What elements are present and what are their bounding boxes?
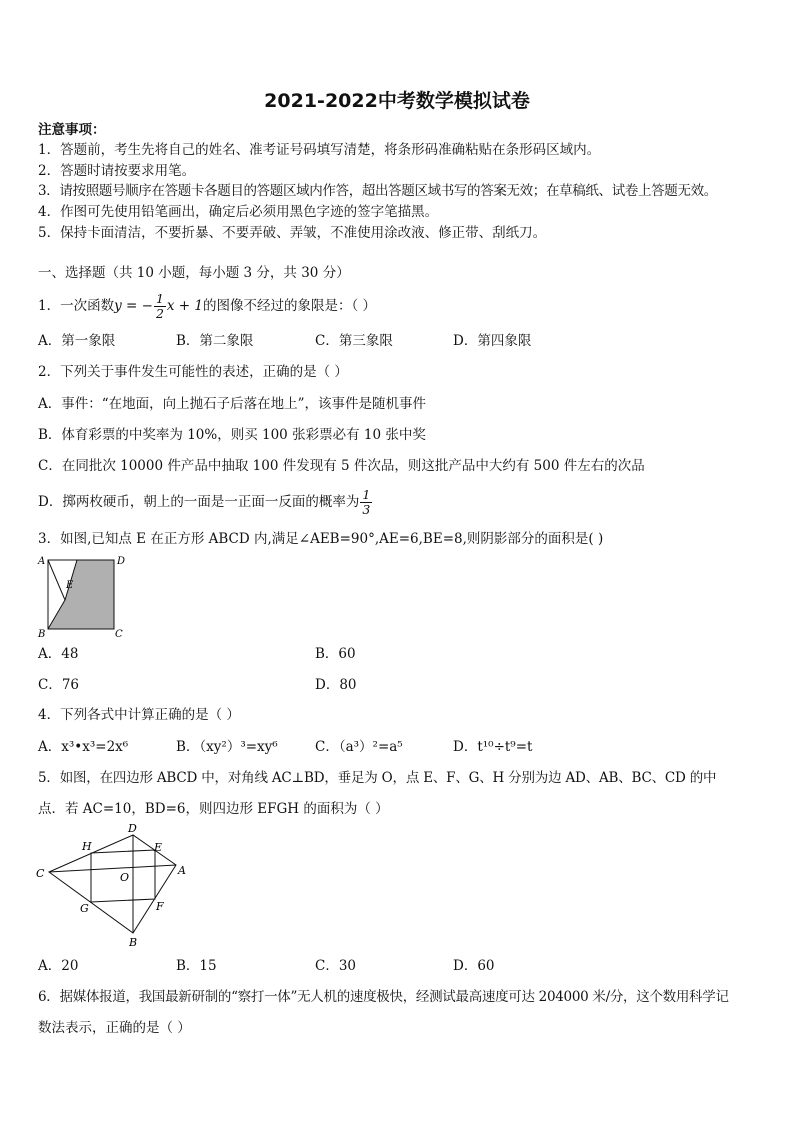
q5-diagonal-ac [49,865,176,872]
page-title: 2021-2022中考数学模拟试卷 [264,90,530,112]
q5-label-g: G [80,902,89,915]
q2-option-b: B．体育彩票的中奖率为 10%，则买 100 张彩票必有 10 张中奖 [38,427,426,443]
notice-heading: 注意事项： [38,122,106,138]
section-heading: 一、选择题（共 10 小题，每小题 3 分，共 30 分） [38,265,350,281]
q5-label-a: A [178,864,186,877]
q4-option-c: C．（a³）²=a⁵ [315,739,403,755]
q2-option-a: A．事件：“在地面，向上抛石子后落在地上”，该事件是随机事件 [38,396,427,412]
q5-label-c: C [36,867,45,880]
notice-item-4: 4．作图可先使用铅笔画出，确定后必须用黑色字迹的签字笔描黑。 [38,204,439,220]
q1-suffix: 的图像不经过的象限是：（ ） [203,298,377,314]
q5-label-b: B [129,936,138,949]
question-5-stem-line1: 5．如图，在四边形 ABCD 中，对角线 AC⊥BD，垂足为 O，点 E、F、G、H 分别为边 AD、AB、BC、CD 的中 [38,770,717,786]
q1-option-b: B．第二象限 [176,333,254,349]
q2-option-c: C．在同批次 10000 件产品中抽取 100 件发现有 5 件次品，则这批产品中大约有 500 件左右的次品 [38,458,645,474]
q5-label-h: H [82,840,92,853]
q5-option-c: C．30 [315,958,357,974]
q3-label-b: B [38,629,46,640]
question-4-stem: 4．下列各式中计算正确的是（ ） [38,707,240,723]
q2-option-d [38,484,373,520]
question-6-stem-line1: 6．据媒体报道，我国最新研制的“察打一体”无人机的速度极快，经测试最高速度可达 204000 米/分，这个数用科学记 [38,989,729,1005]
question-6-stem-line2: 数法表示，正确的是（ ） [38,1020,191,1036]
question-3-stem: 3．如图,已知点 E 在正方形 ABCD 内,满足∠AEB=90°,AE=6,BE=8,则阴影部分的面积是( ) [38,531,604,547]
question-5-stem-line2: 点．若 AC=10，BD=6，则四边形 EFGH 的面积为（ ） [38,801,389,817]
q1-option-c: C．第三象限 [315,333,393,349]
q1-func-y: y [114,298,122,314]
q1-option-a: A．第一象限 [38,333,116,349]
q3-label-e: E [66,580,74,591]
question-2-stem: 2．下列关于事件发生可能性的表述，正确的是（ ） [38,364,348,380]
q2-d-frac-den: 3 [362,502,371,517]
q1-option-d: D．第四象限 [453,333,532,349]
q5-option-b: B．15 [176,958,217,974]
q1-frac-num: 1 [155,291,164,306]
q3-label-d: D [117,556,126,567]
notice-item-1: 1．答题前，考生先将自己的姓名、准考证号码填写清楚，将条形码准确粘贴在条形码区域内。 [38,142,601,158]
q5-quadrilateral-figure [30,822,200,950]
notice-item-5: 5．保持卡面清洁，不要折暴、不要弄破、弄皱，不准使用涂改液、修正带、刮纸刀。 [38,225,547,241]
q1-prefix: 1．一次函数 [38,298,115,314]
q2-option-d-text: D．掷两枚硬币，朝上的一面是一正面一反面的概率为 [38,494,360,510]
q5-option-a: A．20 [38,958,79,974]
q1-func-tail: x + 1 [166,298,204,314]
q3-option-d: D．80 [315,677,357,693]
q4-option-a: A．x³•x³=2x⁶ [38,739,129,755]
q4-option-d: D．t¹⁰÷t⁹=t [453,739,533,755]
q5-option-d: D．60 [453,958,495,974]
q3-label-a: A [38,556,46,567]
q4-option-b: B．（xy²）³=xy⁶ [176,739,278,755]
q3-option-a: A．48 [38,646,79,662]
q5-label-d: D [128,822,137,835]
q5-label-o: O [120,871,130,884]
q1-fraction [154,292,166,321]
q3-shaded-region [48,560,114,629]
question-1-stem [38,288,376,324]
q3-square-figure [34,554,134,640]
q5-label-f: F [156,900,164,913]
q3-label-c: C [115,629,123,640]
q1-frac-den: 2 [155,306,164,321]
q2-d-fraction [360,488,372,517]
q5-label-e: E [154,841,163,854]
q2-d-frac-num: 1 [362,487,371,502]
notice-item-3: 3．请按照题号顺序在答题卡各题目的答题区域内作答，超出答题区域书写的答案无效；在草稿纸、试卷上答题无效。 [38,183,717,199]
q3-option-b: B．60 [315,646,356,662]
q3-option-c: C．76 [38,677,80,693]
notice-item-2: 2．答题时请按要求用笔。 [38,163,196,179]
q1-func-eq: = − [121,298,153,314]
